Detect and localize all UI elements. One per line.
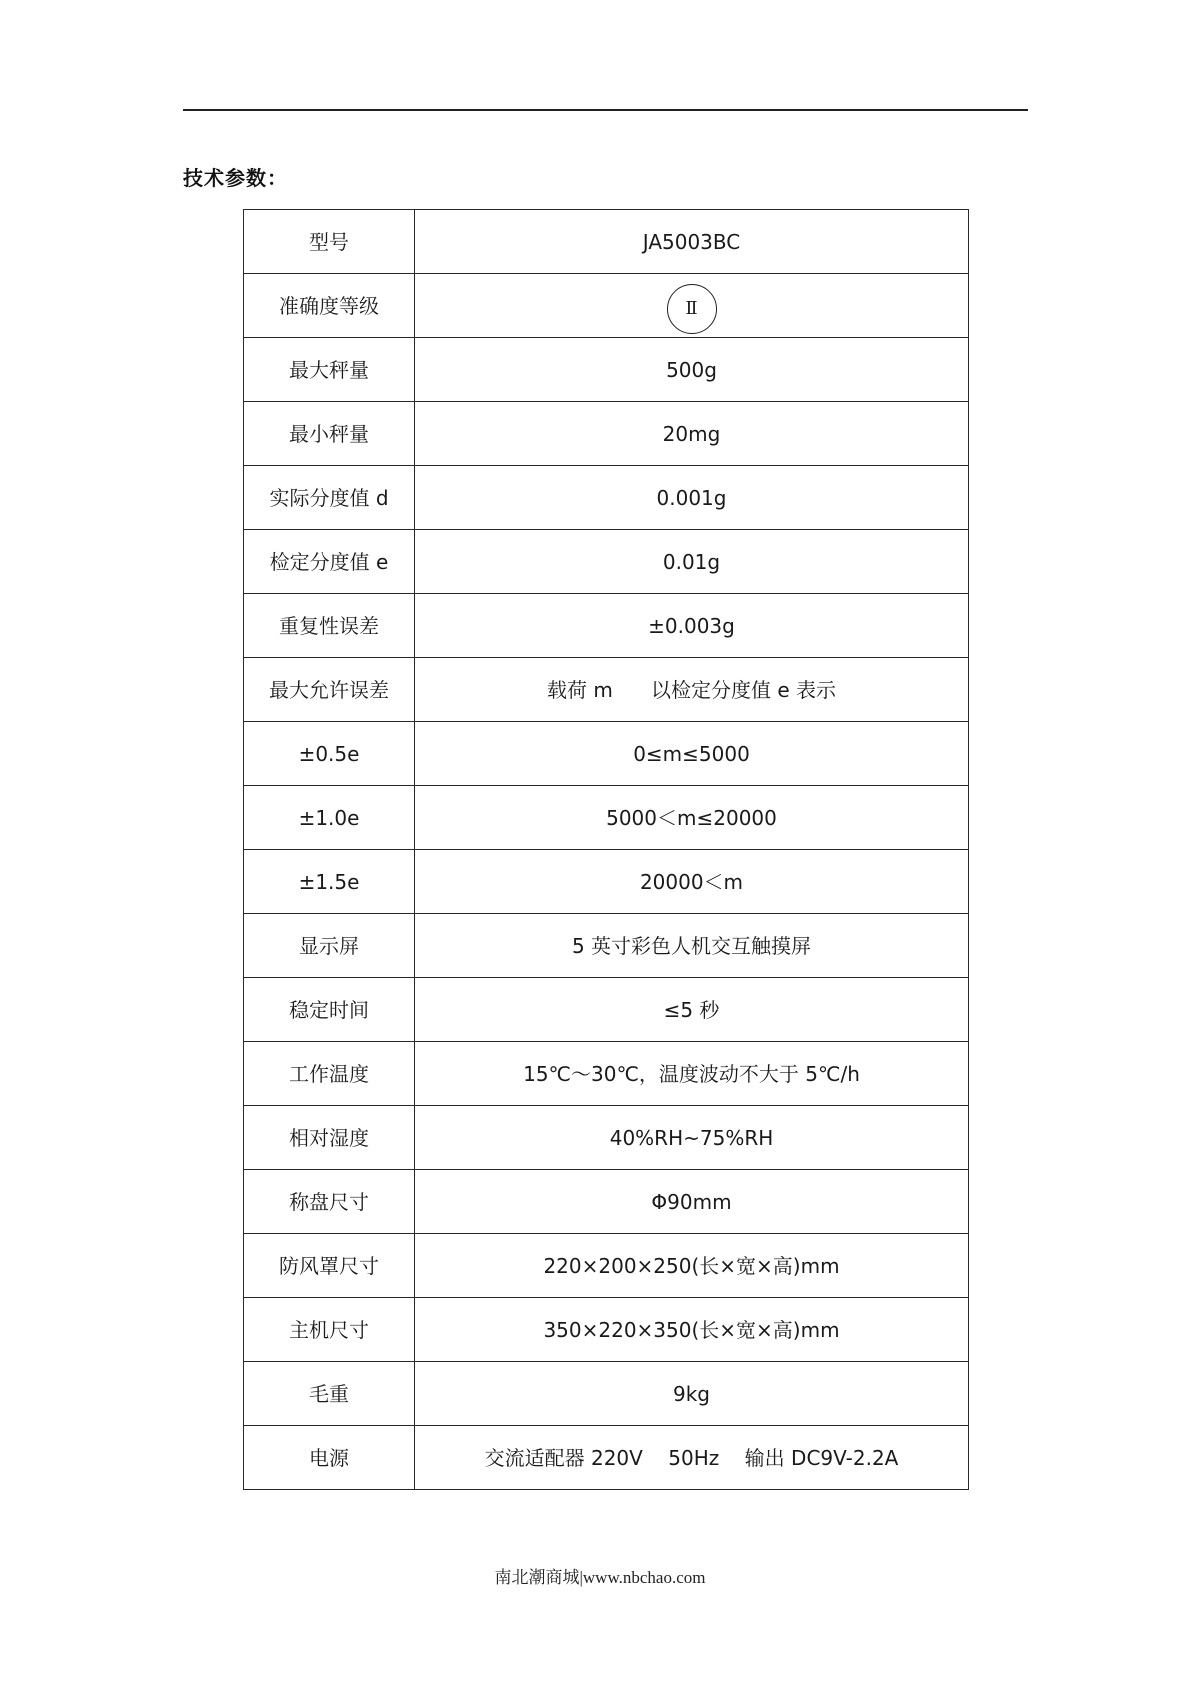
spec-label: 防风罩尺寸 [244,1234,415,1298]
table-row [244,1426,969,1490]
spec-label: 显示屏 [244,914,415,978]
spec-value: 500g [415,338,969,402]
table-row [244,850,969,914]
spec-label: ±0.5e [244,722,415,786]
spec-value: JA5003BC [415,210,969,274]
spec-value [415,274,969,338]
table-row [244,274,969,338]
spec-label: 电源 [244,1426,415,1490]
table-row [244,722,969,786]
spec-value: 15℃～30℃，温度波动不大于 5℃/h [415,1042,969,1106]
table-row [244,1170,969,1234]
spec-label: 稳定时间 [244,978,415,1042]
spec-value: 5 英寸彩色人机交互触摸屏 [415,914,969,978]
spec-value: 0.001g [415,466,969,530]
spec-value: 20mg [415,402,969,466]
table-row [244,338,969,402]
table-row [244,1042,969,1106]
spec-value: 交流适配器 220V 50Hz 输出 DC9V-2.2A [415,1426,969,1490]
spec-value: 载荷 m 以检定分度值 e 表示 [415,658,969,722]
spec-table [243,209,969,1490]
spec-value: 5000＜m≤20000 [415,786,969,850]
spec-value: 0≤m≤5000 [415,722,969,786]
table-row [244,1298,969,1362]
spec-label: 主机尺寸 [244,1298,415,1362]
spec-label: 最大秤量 [244,338,415,402]
spec-label: 相对湿度 [244,1106,415,1170]
accuracy-class-mark: Ⅱ [667,284,717,334]
spec-value: ±0.003g [415,594,969,658]
table-row [244,786,969,850]
spec-label: ±1.0e [244,786,415,850]
spec-label: 准确度等级 [244,274,415,338]
spec-label: ±1.5e [244,850,415,914]
section-title: 技术参数： [183,166,288,190]
table-row [244,914,969,978]
table-row [244,1234,969,1298]
table-row [244,594,969,658]
spec-label: 工作温度 [244,1042,415,1106]
spec-label: 型号 [244,210,415,274]
table-row [244,210,969,274]
table-row [244,978,969,1042]
spec-value: 220×200×250(长×宽×高)mm [415,1234,969,1298]
spec-value: 20000＜m [415,850,969,914]
spec-value: ≤5 秒 [415,978,969,1042]
spec-value: Φ90mm [415,1170,969,1234]
table-row [244,402,969,466]
spec-label: 称盘尺寸 [244,1170,415,1234]
header-divider [183,109,1028,111]
spec-label: 检定分度值 e [244,530,415,594]
spec-label: 最大允许误差 [244,658,415,722]
spec-value: 9kg [415,1362,969,1426]
table-row [244,1362,969,1426]
spec-value: 350×220×350(长×宽×高)mm [415,1298,969,1362]
spec-label: 最小秤量 [244,402,415,466]
spec-value: 0.01g [415,530,969,594]
table-row [244,658,969,722]
spec-value: 40%RH~75%RH [415,1106,969,1170]
spec-label: 毛重 [244,1362,415,1426]
spec-label: 重复性误差 [244,594,415,658]
table-row [244,1106,969,1170]
table-row [244,466,969,530]
footer-site-text: 南北潮商城|www.nbchao.com [494,1568,706,1587]
table-row [244,530,969,594]
spec-label: 实际分度值 d [244,466,415,530]
